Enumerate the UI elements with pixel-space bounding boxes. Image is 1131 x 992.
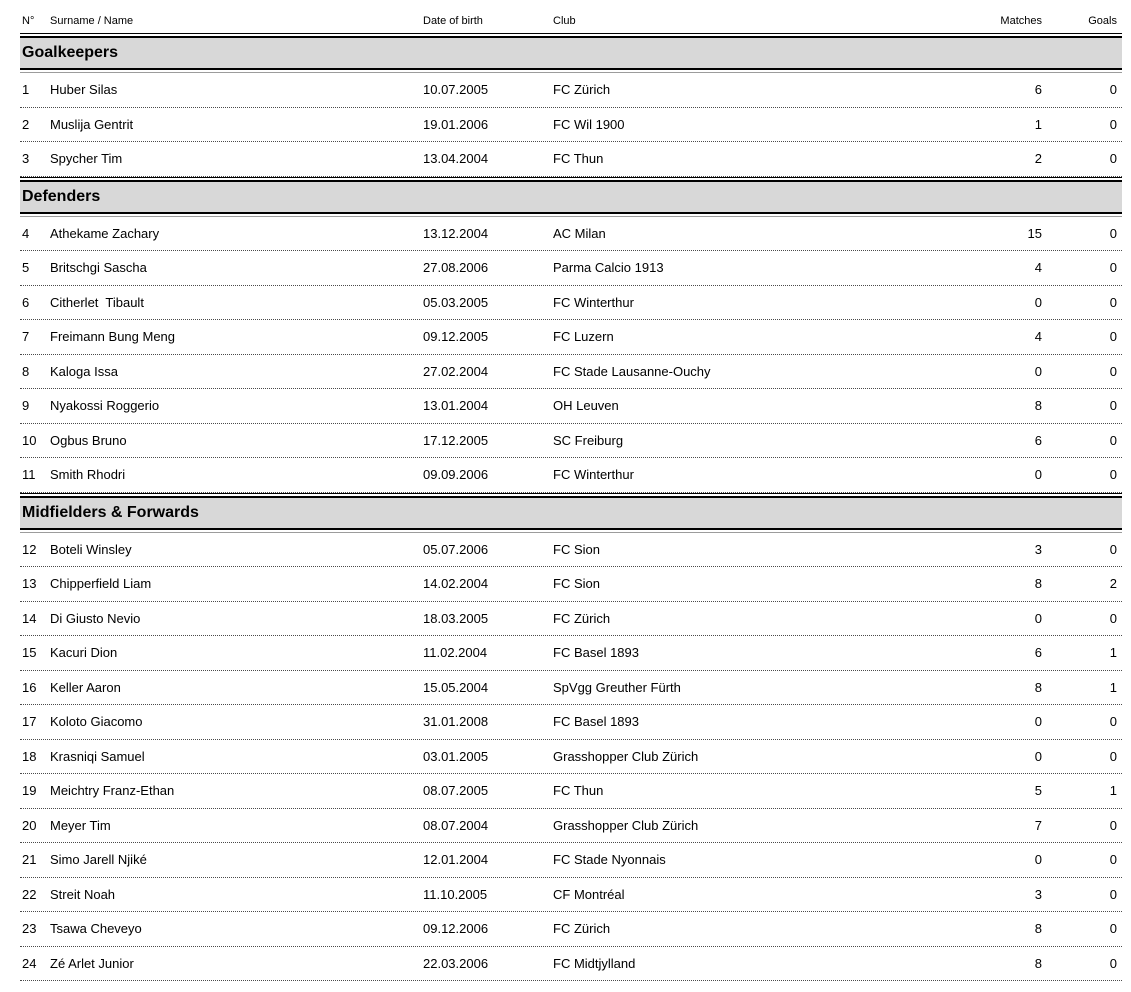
cell-dob: 11.10.2005 xyxy=(423,886,488,902)
cell-name: Streit Noah xyxy=(50,886,116,902)
cell-goals: 0 xyxy=(1109,541,1117,557)
cell-no: 16 xyxy=(22,679,37,695)
cell-matches: 8 xyxy=(1034,955,1042,971)
cell-goals: 0 xyxy=(1109,467,1117,483)
cell-club: FC Luzern xyxy=(553,329,614,345)
cell-club: OH Leuven xyxy=(553,398,619,414)
cell-name: Smith Rhodri xyxy=(50,467,126,483)
column-header-goals: Goals xyxy=(1088,15,1117,27)
table-row xyxy=(20,320,1122,355)
table-row xyxy=(20,774,1122,809)
cell-name: Kacuri Dion xyxy=(50,645,118,661)
cell-dob: 13.01.2004 xyxy=(423,398,489,414)
cell-club: FC Zürich xyxy=(553,921,611,937)
table-row xyxy=(20,108,1122,143)
table-row xyxy=(20,602,1122,637)
cell-no: 11 xyxy=(22,467,36,483)
table-row xyxy=(20,878,1122,913)
cell-no: 17 xyxy=(22,714,37,730)
cell-dob: 19.01.2006 xyxy=(423,116,489,132)
section-header xyxy=(20,493,1122,533)
cell-club: FC Sion xyxy=(553,541,600,557)
cell-dob: 08.07.2005 xyxy=(423,783,489,799)
table-row xyxy=(20,251,1122,286)
cell-dob: 09.09.2006 xyxy=(423,467,489,483)
cell-dob: 27.08.2006 xyxy=(423,260,489,276)
cell-matches: 0 xyxy=(1034,748,1042,764)
cell-matches: 0 xyxy=(1034,363,1042,379)
cell-goals: 0 xyxy=(1109,294,1117,310)
cell-matches: 3 xyxy=(1034,886,1042,902)
cell-goals: 0 xyxy=(1109,714,1117,730)
cell-matches: 6 xyxy=(1034,645,1042,661)
cell-club: FC Stade Lausanne-Ouchy xyxy=(553,363,711,379)
cell-goals: 0 xyxy=(1109,329,1117,345)
cell-no: 19 xyxy=(22,783,37,799)
table-row xyxy=(20,636,1122,671)
cell-no: 5 xyxy=(22,260,30,276)
cell-club: Parma Calcio 1913 xyxy=(553,260,664,276)
cell-goals: 0 xyxy=(1109,260,1117,276)
table-row xyxy=(20,567,1122,602)
cell-matches: 0 xyxy=(1034,852,1042,868)
section-header xyxy=(20,177,1122,217)
cell-name: Zé Arlet Junior xyxy=(50,955,134,971)
cell-name: Britschgi Sascha xyxy=(50,260,147,276)
cell-no: 24 xyxy=(22,955,37,971)
cell-goals: 0 xyxy=(1109,82,1117,98)
cell-matches: 6 xyxy=(1034,432,1042,448)
table-row xyxy=(20,705,1122,740)
cell-matches: 4 xyxy=(1034,329,1042,345)
cell-no: 8 xyxy=(22,363,30,379)
cell-name: Di Giusto Nevio xyxy=(50,610,141,626)
cell-no: 20 xyxy=(22,817,37,833)
cell-goals: 0 xyxy=(1109,748,1117,764)
table-row xyxy=(20,947,1122,982)
cell-name: Keller Aaron xyxy=(50,679,121,695)
cell-no: 18 xyxy=(22,748,37,764)
cell-club: SpVgg Greuther Fürth xyxy=(553,679,681,695)
cell-dob: 05.07.2006 xyxy=(423,541,489,557)
table-row xyxy=(20,912,1122,947)
cell-name: Spycher Tim xyxy=(50,151,123,167)
cell-name: Freimann Bung Meng xyxy=(50,329,176,345)
cell-name: Athekame Zachary xyxy=(50,225,160,241)
cell-dob: 09.12.2005 xyxy=(423,329,489,345)
cell-club: FC Zürich xyxy=(553,82,611,98)
cell-no: 12 xyxy=(22,541,37,557)
cell-matches: 2 xyxy=(1034,151,1042,167)
table-row xyxy=(20,671,1122,706)
cell-goals: 0 xyxy=(1109,921,1117,937)
cell-goals: 0 xyxy=(1109,432,1117,448)
cell-name: Meichtry Franz-Ethan xyxy=(50,783,175,799)
table-row xyxy=(20,424,1122,459)
table-row xyxy=(20,355,1122,390)
cell-no: 23 xyxy=(22,921,37,937)
cell-dob: 11.02.2004 xyxy=(423,645,488,661)
section-title: Goalkeepers xyxy=(20,36,1122,70)
cell-matches: 8 xyxy=(1034,576,1042,592)
cell-matches: 4 xyxy=(1034,260,1042,276)
cell-goals: 0 xyxy=(1109,852,1117,868)
cell-club: FC Winterthur xyxy=(553,467,634,483)
cell-club: SC Freiburg xyxy=(553,432,624,448)
cell-dob: 10.07.2005 xyxy=(423,82,489,98)
cell-dob: 05.03.2005 xyxy=(423,294,489,310)
cell-name: Nyakossi Roggerio xyxy=(50,398,160,414)
cell-matches: 0 xyxy=(1034,714,1042,730)
table-row xyxy=(20,73,1122,108)
cell-dob: 12.01.2004 xyxy=(423,852,489,868)
cell-matches: 1 xyxy=(1034,116,1042,132)
cell-matches: 6 xyxy=(1034,82,1042,98)
table-row xyxy=(20,142,1122,177)
cell-club: FC Basel 1893 xyxy=(553,645,639,661)
cell-no: 2 xyxy=(22,116,30,132)
cell-name: Koloto Giacomo xyxy=(50,714,143,730)
cell-goals: 0 xyxy=(1109,610,1117,626)
cell-no: 14 xyxy=(22,610,37,626)
cell-club: Grasshopper Club Zürich xyxy=(553,748,699,764)
cell-no: 7 xyxy=(22,329,30,345)
cell-matches: 0 xyxy=(1034,294,1042,310)
cell-goals: 1 xyxy=(1109,679,1117,695)
cell-club: FC Winterthur xyxy=(553,294,634,310)
cell-club: FC Thun xyxy=(553,151,604,167)
cell-matches: 0 xyxy=(1034,610,1042,626)
cell-dob: 15.05.2004 xyxy=(423,679,489,695)
table-row xyxy=(20,286,1122,321)
cell-matches: 15 xyxy=(1027,225,1042,241)
cell-dob: 31.01.2008 xyxy=(423,714,489,730)
cell-name: Muslija Gentrit xyxy=(50,116,134,132)
cell-name: Huber Silas xyxy=(50,82,118,98)
cell-goals: 1 xyxy=(1109,783,1117,799)
cell-goals: 1 xyxy=(1109,645,1117,661)
table-row xyxy=(20,843,1122,878)
cell-no: 13 xyxy=(22,576,37,592)
cell-matches: 5 xyxy=(1034,783,1042,799)
cell-dob: 27.02.2004 xyxy=(423,363,489,379)
cell-matches: 8 xyxy=(1034,398,1042,414)
cell-dob: 14.02.2004 xyxy=(423,576,489,592)
cell-club: FC Midtjylland xyxy=(553,955,636,971)
cell-club: FC Sion xyxy=(553,576,600,592)
table-row xyxy=(20,458,1122,493)
cell-club: FC Thun xyxy=(553,783,604,799)
cell-no: 3 xyxy=(22,151,30,167)
cell-name: Citherlet Tibault xyxy=(50,294,144,310)
cell-goals: 0 xyxy=(1109,817,1117,833)
column-header-number: N° xyxy=(22,15,35,27)
cell-dob: 03.01.2005 xyxy=(423,748,489,764)
cell-club: FC Stade Nyonnais xyxy=(553,852,666,868)
cell-name: Meyer Tim xyxy=(50,817,111,833)
cell-club: FC Zürich xyxy=(553,610,611,626)
cell-goals: 0 xyxy=(1109,151,1117,167)
cell-dob: 22.03.2006 xyxy=(423,955,489,971)
cell-no: 10 xyxy=(22,432,37,448)
cell-name: Chipperfield Liam xyxy=(50,576,152,592)
cell-dob: 17.12.2005 xyxy=(423,432,489,448)
cell-club: Grasshopper Club Zürich xyxy=(553,817,699,833)
cell-dob: 09.12.2006 xyxy=(423,921,489,937)
section-title: Midfielders & Forwards xyxy=(20,496,1122,530)
cell-no: 15 xyxy=(22,645,37,661)
squad-table xyxy=(20,0,1122,981)
cell-goals: 0 xyxy=(1109,363,1117,379)
cell-matches: 8 xyxy=(1034,679,1042,695)
table-row xyxy=(20,389,1122,424)
cell-name: Tsawa Cheveyo xyxy=(50,921,142,937)
cell-no: 6 xyxy=(22,294,30,310)
cell-no: 1 xyxy=(22,82,30,98)
cell-goals: 0 xyxy=(1109,886,1117,902)
cell-no: 9 xyxy=(22,398,30,414)
cell-goals: 0 xyxy=(1109,398,1117,414)
cell-dob: 18.03.2005 xyxy=(423,610,489,626)
cell-name: Ogbus Bruno xyxy=(50,432,127,448)
cell-matches: 8 xyxy=(1034,921,1042,937)
cell-dob: 13.12.2004 xyxy=(423,225,489,241)
cell-dob: 13.04.2004 xyxy=(423,151,489,167)
cell-goals: 0 xyxy=(1109,225,1117,241)
cell-name: Boteli Winsley xyxy=(50,541,132,557)
column-header-name: Surname / Name xyxy=(50,15,134,27)
column-header-matches: Matches xyxy=(1000,15,1042,27)
cell-no: 22 xyxy=(22,886,37,902)
cell-goals: 0 xyxy=(1109,955,1117,971)
table-row xyxy=(20,809,1122,844)
cell-matches: 3 xyxy=(1034,541,1042,557)
table-row xyxy=(20,533,1122,568)
cell-club: AC Milan xyxy=(553,225,606,241)
column-header-club: Club xyxy=(553,15,576,27)
section-title: Defenders xyxy=(20,180,1122,214)
column-header-date-of-birth: Date of birth xyxy=(423,15,483,27)
cell-matches: 7 xyxy=(1034,817,1042,833)
section-header xyxy=(20,33,1122,73)
cell-no: 4 xyxy=(22,225,30,241)
table-body xyxy=(20,33,1122,981)
cell-no: 21 xyxy=(22,852,37,868)
table-row xyxy=(20,740,1122,775)
cell-goals: 0 xyxy=(1109,116,1117,132)
cell-dob: 08.07.2004 xyxy=(423,817,489,833)
cell-club: FC Wil 1900 xyxy=(553,116,625,132)
column-header-row xyxy=(20,0,1122,33)
cell-name: Kaloga Issa xyxy=(50,363,118,379)
cell-goals: 2 xyxy=(1109,576,1117,592)
cell-club: FC Basel 1893 xyxy=(553,714,639,730)
table-row xyxy=(20,217,1122,252)
cell-club: CF Montréal xyxy=(553,886,625,902)
cell-matches: 0 xyxy=(1034,467,1042,483)
cell-name: Simo Jarell Njiké xyxy=(50,852,147,868)
cell-name: Krasniqi Samuel xyxy=(50,748,145,764)
